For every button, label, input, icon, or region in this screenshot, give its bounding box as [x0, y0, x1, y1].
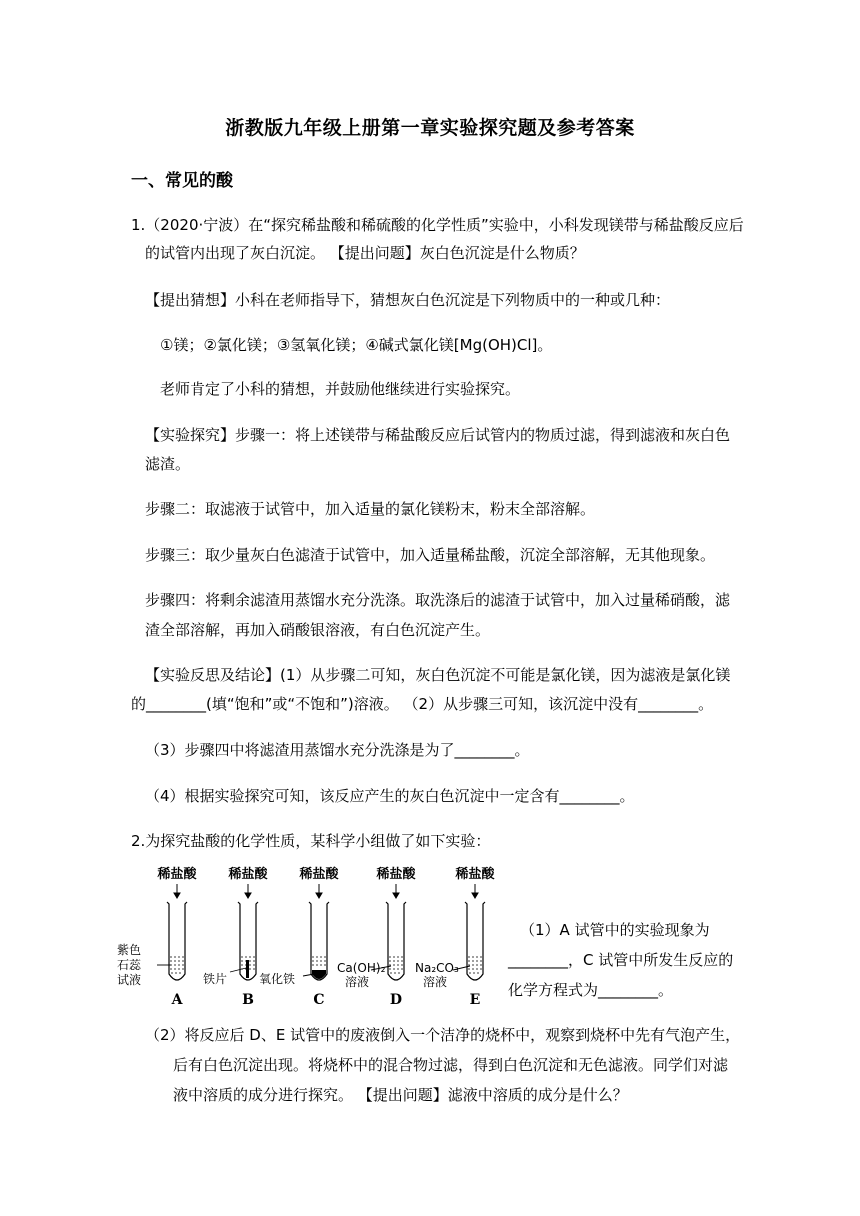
- acid-label-e: 稀盐酸: [455, 867, 495, 882]
- q1-teacher-note: 老师肯定了小科的猜想，并鼓励他继续进行实验探究。: [160, 380, 521, 398]
- q1-reflect-3: （3）步骤四中将滤渣用蒸馏水充分洗涤是为了________。: [145, 741, 530, 759]
- tube-letter-b: B: [242, 992, 254, 1008]
- acid-label-c: 稀盐酸: [299, 867, 339, 882]
- document-title: 浙教版九年级上册第一章实验探究题及参考答案: [225, 117, 635, 139]
- q1-explore-line2: 滤渣。: [145, 455, 191, 473]
- q2-sub2-line3: 液中溶质的成分进行探究。 【提出问题】滤液中溶质的成分是什么？: [173, 1086, 628, 1104]
- acid-label-b: 稀盐酸: [228, 867, 268, 882]
- label-a-line3: 试液: [117, 973, 142, 987]
- q2-sub1-line3: 化学方程式为________。: [508, 981, 674, 999]
- label-e-top: Na₂CO₃: [415, 961, 459, 975]
- q1-reflect-4: （4）根据实验探究可知，该反应产生的灰白色沉淀中一定含有________。: [145, 787, 635, 805]
- q2-sub1-line2: ________，C 试管中所发生反应的: [508, 951, 734, 969]
- iron-strip: [246, 960, 249, 978]
- tube-letter-d: D: [389, 992, 403, 1008]
- q1-text-line1: 1.（2020·宁波）在“探究稀盐酸和稀硫酸的化学性质”实验中，小科发现镁带与稀盐酸反应后: [131, 216, 744, 234]
- label-a-line2: 石蕊: [117, 958, 142, 972]
- label-c: 氧化铁: [259, 972, 296, 986]
- q2-sub2-line1: （2）将反应后 D、E 试管中的废液倒入一个洁净的烧杯中，观察到烧杯中先有气泡产生，: [145, 1026, 741, 1044]
- label-b: 铁片: [203, 972, 228, 986]
- q2-intro: 2.为探究盐酸的化学性质，某科学小组做了如下实验：: [131, 832, 491, 850]
- q1-step3: 步骤三：取少量灰白色滤渣于试管中，加入适量稀盐酸，沉淀全部溶解，无其他现象。: [145, 546, 716, 564]
- q1-step4-line1: 步骤四：将剩余滤渣用蒸馏水充分洗涤。取洗涤后的滤渣于试管中，加入过量稀硝酸，滤: [145, 591, 731, 609]
- q1-hypothesis: 【提出猜想】小科在老师指导下，猜想灰白色沉淀是下列物质中的一种或几种：: [145, 291, 671, 309]
- tube-letter-e: E: [469, 992, 481, 1008]
- section-heading-common-acids: 一、常见的酸: [131, 171, 233, 191]
- test-tube-e: [465, 902, 485, 980]
- acid-label-d: 稀盐酸: [376, 867, 416, 882]
- label-e-bottom: 溶液: [423, 975, 448, 989]
- q1-reflect-line2: 的________(填“饱和”或“不饱和”)溶液。 （2）从步骤三可知，该沉淀中没有________。: [131, 695, 714, 713]
- q2-sub2-line2: 后有白色沉淀出现。将烧杯中的混合物过滤，得到白色沉淀和无色滤液。同学们对滤: [173, 1056, 729, 1074]
- test-tube-d: [386, 902, 406, 980]
- q1-reflect-line1: 【实验反思及结论】(1）从步骤二可知，灰白色沉淀不可能是氯化镁，因为滤液是氯化镁: [145, 666, 731, 684]
- q1-step4-line2: 渣全部溶解，再加入硝酸银溶液，有白色沉淀产生。: [145, 621, 491, 639]
- test-tube-c: [309, 902, 329, 980]
- label-a-line1: 紫色: [117, 943, 142, 957]
- acid-label-a: 稀盐酸: [157, 867, 197, 882]
- arrows-group: [174, 884, 478, 898]
- q2-sub1-line1: （1）A 试管中的实验现象为: [520, 921, 710, 939]
- tube-letter-a: A: [171, 992, 183, 1008]
- label-d-top: Ca(OH)₂: [337, 961, 386, 975]
- test-tube-figure: [115, 862, 515, 1012]
- q1-step2: 步骤二：取滤液于试管中，加入适量的氯化镁粉末，粉末全部溶解。: [145, 500, 596, 518]
- label-d-bottom: 溶液: [345, 975, 370, 989]
- tube-letter-c: C: [313, 992, 325, 1008]
- q1-text-line2: 的试管内出现了灰白沉淀。 【提出问题】灰白色沉淀是什么物质？: [145, 244, 585, 262]
- test-tube-a: [167, 902, 187, 980]
- q1-explore-line1: 【实验探究】步骤一：将上述镁带与稀盐酸反应后试管内的物质过滤，得到滤液和灰白色: [145, 426, 731, 444]
- q1-options: ①镁；②氯化镁；③氢氧化镁；④碱式氯化镁[Mg(OH)Cl]。: [160, 336, 553, 354]
